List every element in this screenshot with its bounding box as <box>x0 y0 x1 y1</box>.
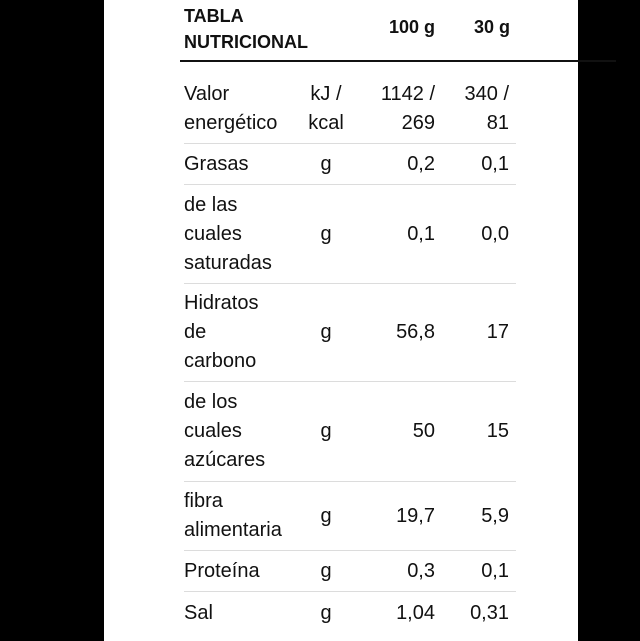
row-label: Grasas <box>184 152 249 175</box>
row-label: de las cuales saturadas <box>184 193 272 274</box>
row-value-30g: 0,0 <box>481 222 509 245</box>
row-label: Valor energético <box>184 82 278 134</box>
row-unit: kJ / kcal <box>308 82 344 134</box>
row-label: Proteína <box>184 559 260 582</box>
table-row-saturated <box>184 185 516 284</box>
table-row-energy <box>184 74 516 144</box>
table-row-sugars <box>184 382 516 482</box>
row-value-100g: 0,2 <box>407 152 435 175</box>
table-row-salt <box>184 592 516 634</box>
row-value-100g: 56,8 <box>396 321 435 343</box>
table-row-carbohydrates <box>184 284 516 382</box>
row-value-100g: 0,1 <box>407 222 435 245</box>
row-label: de los cuales azúcares <box>184 391 266 471</box>
table-row-protein <box>184 551 516 592</box>
row-value-30g: 17 <box>486 321 509 343</box>
row-value-30g: 0,31 <box>470 601 509 624</box>
row-label: Hidratos de carbono <box>184 292 259 372</box>
row-value-30g: 5,9 <box>481 504 509 527</box>
row-unit: g <box>320 420 332 442</box>
table-row-fats <box>184 144 516 185</box>
row-label: fibra alimentaria <box>184 490 282 541</box>
row-unit: g <box>320 504 332 527</box>
row-value-30g: 0,1 <box>481 559 509 582</box>
table-title: TABLA NUTRICIONAL <box>184 6 308 52</box>
column-header-100g: 100 g <box>388 17 435 37</box>
row-value-100g: 1,04 <box>396 601 435 624</box>
row-unit: g <box>320 152 332 175</box>
row-label: Sal <box>184 601 213 624</box>
row-value-100g: 50 <box>412 420 435 442</box>
column-header-30g: 30 g <box>473 17 510 37</box>
row-unit: g <box>320 559 332 582</box>
row-value-30g: 340 / 81 <box>464 82 509 134</box>
row-value-30g: 15 <box>486 420 509 442</box>
row-value-100g: 1142 / 269 <box>380 82 435 134</box>
row-unit: g <box>320 321 332 343</box>
table-row-fiber <box>184 482 516 551</box>
row-value-100g: 0,3 <box>407 559 435 582</box>
row-unit: g <box>320 601 332 624</box>
row-value-30g: 0,1 <box>481 152 509 175</box>
table-header <box>180 0 616 62</box>
row-unit: g <box>320 222 332 245</box>
row-value-100g: 19,7 <box>396 504 435 527</box>
